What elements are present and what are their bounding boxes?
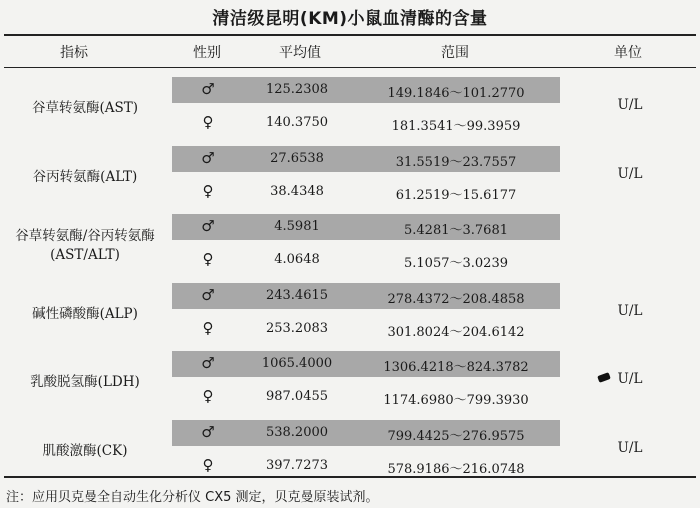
male-symbol: ♂	[201, 422, 215, 441]
female-mean-value: 397.7273	[265, 457, 329, 473]
male-symbol: ♂	[201, 148, 215, 167]
female-symbol: ♀	[202, 250, 214, 268]
male-mean-value: 125.2308	[265, 82, 329, 97]
female-symbol: ♀	[202, 318, 214, 337]
female-mean-value: 253.2083	[265, 320, 329, 336]
female-mean-value: 38.4348	[270, 183, 324, 199]
indicator-name: 谷草转氨酶(AST)	[31, 100, 139, 116]
male-range-value: 5.4281～3.7681	[404, 223, 508, 238]
male-mean-value: 27.6538	[270, 150, 324, 166]
male-symbol: ♂	[201, 80, 215, 98]
indicator-name-line2: (AST/ALT)	[50, 247, 120, 263]
male-range-value: 278.4372～208.4858	[387, 291, 525, 307]
table-title: 清洁级昆明(KM)小鼠血清酶的含量	[212, 9, 488, 29]
male-range-value: 1306.4218～824.3782	[383, 360, 529, 375]
male-mean-value: 538.2000	[265, 424, 329, 440]
indicator-name: 肌酸激酶(CK)	[42, 442, 128, 459]
indicator-name: 乳酸脱氢酶(LDH)	[30, 374, 140, 390]
header-sex: 性别	[193, 45, 221, 61]
female-range-value: 61.2519～15.6177	[395, 187, 517, 203]
table-note: 注：应用贝克曼全自动生化分析仪 CX5 测定，贝克曼原装试剂。	[6, 490, 379, 505]
male-range-value: 31.5519～23.7557	[395, 154, 517, 170]
female-symbol: ♀	[202, 113, 214, 131]
header-range: 范围	[441, 45, 469, 61]
indicator-name: 碱性磷酸酶(ALP)	[32, 305, 138, 322]
female-range-value: 5.1057～3.0239	[404, 256, 508, 271]
female-mean-value: 140.3750	[265, 115, 329, 130]
header-mean: 平均值	[279, 45, 321, 61]
unit-label: U/L	[617, 439, 643, 456]
indicator-name-line1: 谷草转氨酶/谷丙转氨酶	[15, 228, 155, 244]
female-range-value: 1174.6980～799.3930	[383, 393, 529, 408]
female-mean-value: 987.0455	[265, 389, 329, 404]
male-symbol: ♂	[201, 217, 215, 235]
unit-label: U/L	[617, 165, 643, 182]
top-rule	[4, 34, 696, 36]
bottom-rule	[4, 476, 696, 478]
female-symbol: ♀	[202, 181, 214, 200]
male-range-value: 149.1846～101.2770	[387, 86, 525, 101]
header-rule	[4, 67, 696, 68]
female-mean-value: 4.0648	[274, 252, 320, 267]
female-range-value: 181.3541～99.3959	[391, 119, 521, 134]
female-range-value: 578.9186～216.0748	[387, 461, 525, 477]
male-mean-value: 243.4615	[265, 287, 329, 303]
unit-label: U/L	[617, 302, 643, 319]
male-range-value: 799.4425～276.9575	[387, 428, 525, 444]
male-mean-value: 4.5981	[274, 219, 320, 234]
scan-mark	[597, 372, 611, 383]
male-mean-value: 1065.4000	[261, 356, 333, 371]
female-symbol: ♀	[202, 455, 214, 474]
unit-label: U/L	[617, 97, 643, 113]
male-symbol: ♂	[201, 354, 215, 372]
indicator-name	[10, 227, 160, 265]
header-unit: 单位	[614, 45, 642, 61]
female-range-value: 301.8024～204.6142	[387, 324, 525, 340]
indicator-name: 谷丙转氨酶(ALT)	[32, 168, 138, 185]
unit-label: U/L	[617, 371, 643, 387]
header-indicator: 指标	[60, 45, 88, 61]
female-symbol: ♀	[202, 387, 214, 405]
male-symbol: ♂	[201, 285, 215, 304]
